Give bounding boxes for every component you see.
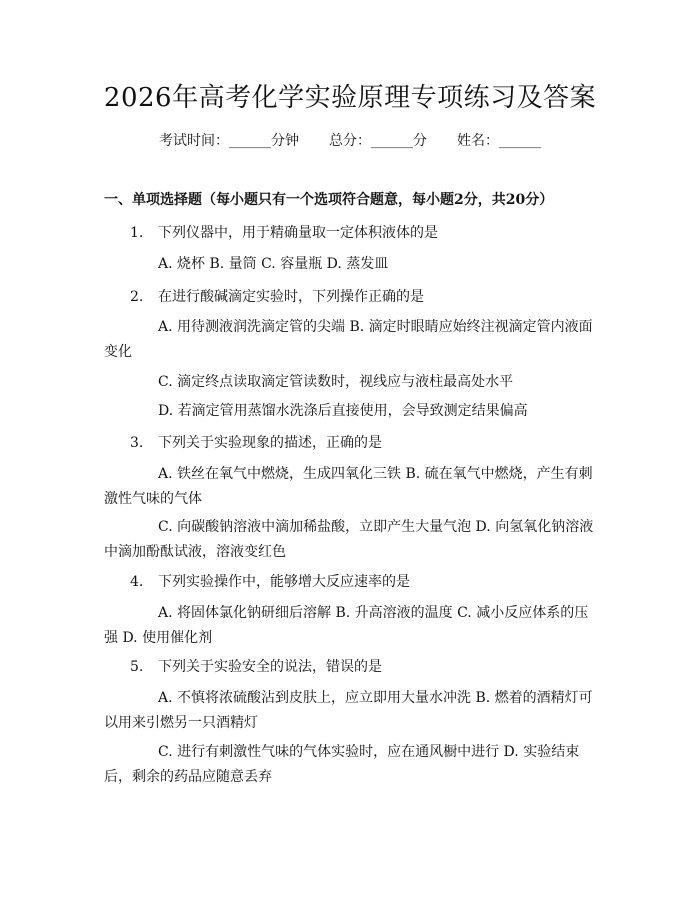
question-2-option-d: D. 若滴定管用蒸馏水洗涤后直接使用，会导致测定结果偏高 (158, 403, 528, 419)
question-text: 下列关于实验现象的描述，正确的是 (158, 435, 382, 451)
question-number: 5. (130, 659, 144, 675)
question-3-option-cd: C. 向碳酸钠溶液中滴加稀盐酸，立即产生大量气泡 D. 向氢氧化钠溶液中滴加酚酞试液，溶液变红色 (104, 519, 594, 560)
question-1 (130, 223, 438, 243)
question-4 (130, 572, 410, 592)
question-3 (130, 433, 382, 453)
question-number: 2. (130, 289, 144, 305)
question-text: 在进行酸碱滴定实验时，下列操作正确的是 (158, 289, 424, 305)
question-number: 4. (130, 574, 144, 590)
exam-time: 考试时间：______分钟 (159, 133, 299, 149)
question-text: 下列实验操作中，能够增大反应速率的是 (158, 574, 410, 590)
question-4-options: A. 将固体氯化钠研细后溶解 B. 升高溶液的温度 C. 减小反应体系的压强 D. 使用催化剂 (104, 605, 589, 646)
question-number: 1. (130, 225, 144, 241)
exam-name: 姓名：______ (457, 133, 541, 149)
question-3-option-ab: A. 铁丝在氧气中燃烧，生成四氧化三铁 B. 硫在氧气中燃烧，产生有刺激性气味的气体 (104, 466, 593, 507)
question-number: 3. (130, 435, 144, 451)
question-5-option-cd: C. 进行有刺激性气味的气体实验时，应在通风橱中进行 D. 实验结束后，剩余的药品应随意丢弃 (104, 744, 580, 785)
question-text: 下列关于实验安全的说法，错误的是 (158, 659, 382, 675)
question-5-option-ab: A. 不慎将浓硫酸沾到皮肤上，应立即用大量水冲洗 B. 燃着的酒精灯可以用来引燃另一只酒精灯 (104, 690, 593, 731)
page-title: 2026年高考化学实验原理专项练习及答案 (103, 83, 597, 113)
question-2-option-c: C. 滴定终点读取滴定管读数时，视线应与液柱最高处水平 (158, 374, 514, 390)
question-2 (130, 287, 424, 307)
question-2-option-ab: A. 用待测液润洗滴定管的尖端 B. 滴定时眼睛应始终注视滴定管内液面变化 (104, 319, 593, 360)
question-5 (130, 657, 382, 677)
exam-score: 总分：______分 (329, 133, 427, 149)
exam-meta (0, 131, 700, 151)
question-text: 下列仪器中，用于精确量取一定体积液体的是 (158, 225, 438, 241)
question-1-options: A. 烧杯 B. 量筒 C. 容量瓶 D. 蒸发皿 (158, 256, 389, 272)
section-heading: 一、单项选择题（每小题只有一个选项符合题意，每小题2分，共20分） (104, 192, 554, 208)
